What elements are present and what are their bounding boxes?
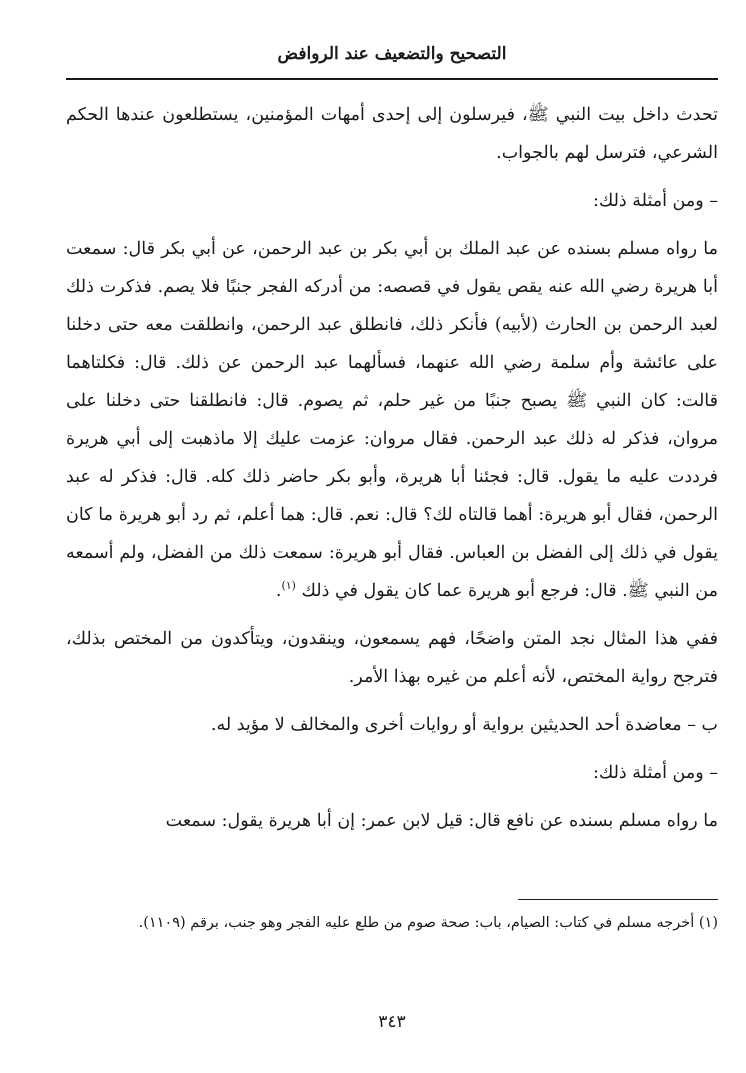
footnote [66,906,718,940]
header-rule [66,78,718,80]
paragraph-3 [66,230,718,610]
footnote-rule [518,899,718,900]
paragraph-5: ب – معاضدة أحد الحديثين برواية أو روايات أخرى والمخالف لا مؤيد له. [210,715,718,735]
paragraph-2: – ومن أمثلة ذلك: [592,191,718,211]
body-text [66,96,718,840]
paragraph-1: تحدث داخل بيت النبي ﷺ، فيرسلون إلى إحدى أمهات المؤمنين، يستطلعون عندها الحكم الشرعي، فترسل لهم بالجواب. [66,105,718,163]
paragraph-3-end: . [275,581,282,601]
running-header: التصحيح والتضعيف عند الروافض [277,44,507,64]
paragraph-3-text: ما رواه مسلم بسنده عن عبد الملك بن أبي بكر بن عبد الرحمن، عن أبي بكر قال: سمعت أبا هريرة رضي الله عنه يقص يقول في قصصه: من أدركه الفجر جنبًا فلا يصم. فذكرت ذلك لعبد الرحمن بن الحارث (لأبيه) فأنكر ذلك، فانطلق عبد الرحمن، وانطلقت معه حتى دخلنا على عائشة وأم سلمة رضي الله عنهما، فسألهما عبد الرحمن عن ذلك. قال: فكلتاهما قالت: كان النبي ﷺ يصبح جنبًا من غير حلم، ثم يصوم. قال: فانطلقنا حتى دخلنا على مروان، فذكر له ذلك عبد الرحمن. فقال مروان: عزمت عليك إلا ماذهبت إلى أبي هريرة فرددت عليه ما يقول. قال: فجئنا أبا هريرة، وأبو بكر حاضر ذلك كله. قال: فذكر له عبد الرحمن، فقال أبو هريرة: أهما قالتاه لك؟ قال: نعم. قال: هما أعلم، ثم رد أبو هريرة ما كان يقول في ذلك إلى الفضل بن العباس. فقال أبو هريرة: سمعت ذلك من الفضل، ولم أسمعه من النبي ﷺ. قال: فرجع أبو هريرة عما كان يقول في ذلك [66,239,718,601]
footnote-text: (١) أخرجه مسلم في كتاب: الصيام، باب: صحة صوم من طلع عليه الفجر وهو جنب، برقم (١١٠٩). [138,915,718,931]
book-page [66,0,718,1073]
paragraph-7: ما رواه مسلم بسنده عن نافع قال: قيل لابن عمر: إن أبا هريرة يقول: سمعت [165,811,718,831]
footnote-reference[interactable]: (١) [281,579,296,593]
page-number: ٣٤٣ [378,1012,406,1032]
paragraph-4: ففي هذا المثال نجد المتن واضحًا، فهم يسمعون، وينقدون، ويتأكدون من المختص بذلك، فترجح رواية المختص، لأنه أعلم من غيره بهذا الأمر. [66,629,718,687]
paragraph-6: – ومن أمثلة ذلك: [592,763,718,783]
